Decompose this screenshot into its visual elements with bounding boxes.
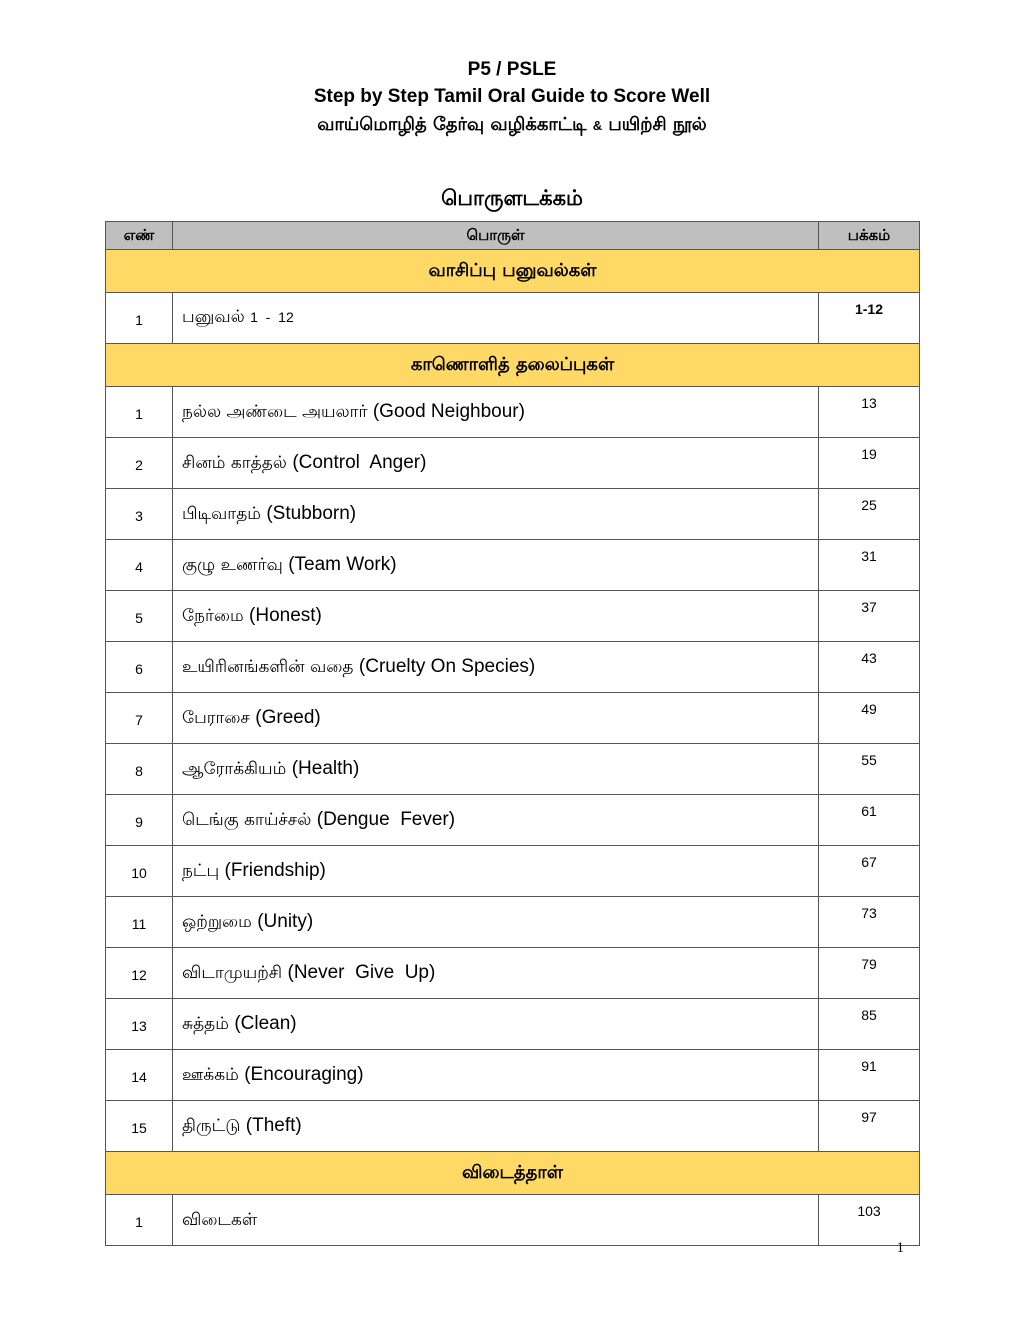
row-number: 5 bbox=[106, 591, 173, 642]
row-number: 1 bbox=[106, 293, 173, 344]
row-number: 4 bbox=[106, 540, 173, 591]
header-page: பக்கம் bbox=[819, 222, 920, 250]
topic-english: (Friendship) bbox=[224, 859, 326, 881]
row-topic bbox=[173, 846, 819, 897]
row-number: 13 bbox=[106, 999, 173, 1050]
topic-english: (Cruelty On Species) bbox=[358, 655, 536, 677]
row-page: 31 bbox=[819, 540, 920, 591]
table-row bbox=[106, 540, 920, 591]
row-topic bbox=[173, 795, 819, 846]
page-number: 1 bbox=[896, 1240, 904, 1256]
row-number: 12 bbox=[106, 948, 173, 999]
topic-tamil: நேர்மை bbox=[182, 605, 244, 626]
toc-heading: பொருளடக்கம் bbox=[441, 186, 583, 210]
row-topic bbox=[173, 489, 819, 540]
row-number: 7 bbox=[106, 693, 173, 744]
topic-english: (Stubborn) bbox=[266, 502, 357, 524]
row-number: 2 bbox=[106, 438, 173, 489]
row-number: 3 bbox=[106, 489, 173, 540]
topic-tamil: பேராசை bbox=[182, 707, 250, 728]
table-row bbox=[106, 948, 920, 999]
row-topic bbox=[173, 591, 819, 642]
table-row bbox=[106, 438, 920, 489]
topic-tamil: உயிரினங்களின் வதை bbox=[182, 656, 354, 677]
table-row bbox=[106, 642, 920, 693]
topic-tamil: ஒற்றுமை bbox=[182, 911, 252, 932]
table-header-row bbox=[106, 222, 920, 250]
topic-tamil: சுத்தம் bbox=[182, 1013, 229, 1034]
row-page: 13 bbox=[819, 387, 920, 438]
table-row bbox=[106, 1195, 920, 1246]
row-topic bbox=[173, 897, 819, 948]
row-topic bbox=[173, 1050, 819, 1101]
row-page: 103 bbox=[819, 1195, 920, 1246]
row-page: 1-12 bbox=[819, 293, 920, 344]
document-title: Step by Step Tamil Oral Guide to Score Well bbox=[313, 86, 711, 107]
header-num: எண் bbox=[106, 222, 173, 250]
row-page: 43 bbox=[819, 642, 920, 693]
table-row bbox=[106, 744, 920, 795]
row-page: 55 bbox=[819, 744, 920, 795]
row-page: 91 bbox=[819, 1050, 920, 1101]
row-page: 85 bbox=[819, 999, 920, 1050]
row-topic bbox=[173, 642, 819, 693]
header-topic: பொருள் bbox=[173, 222, 819, 250]
table-row bbox=[106, 846, 920, 897]
topic-tamil: சினம் காத்தல் bbox=[182, 452, 287, 473]
topic-tamil: நட்பு bbox=[182, 860, 220, 881]
row-topic bbox=[173, 1195, 819, 1246]
row-number: 1 bbox=[106, 1195, 173, 1246]
row-topic bbox=[173, 948, 819, 999]
table-row bbox=[106, 489, 920, 540]
table-row bbox=[106, 999, 920, 1050]
row-topic bbox=[173, 693, 819, 744]
section-title: விடைத்தாள் bbox=[106, 1152, 920, 1195]
topic-tamil: திருட்டு bbox=[182, 1115, 241, 1136]
row-topic bbox=[173, 438, 819, 489]
topic-english: (Theft) bbox=[245, 1114, 302, 1136]
row-topic bbox=[173, 744, 819, 795]
topic-tamil: விடைகள் bbox=[182, 1209, 258, 1230]
row-number: 9 bbox=[106, 795, 173, 846]
topic-english: (Team Work) bbox=[288, 553, 397, 575]
table-row bbox=[106, 591, 920, 642]
tamil-title-ampersand: & bbox=[592, 118, 603, 133]
row-number: 14 bbox=[106, 1050, 173, 1101]
row-page: 79 bbox=[819, 948, 920, 999]
tamil-title-part-a: வாய்மொழித் தேர்வு வழிக்காட்டி bbox=[317, 114, 587, 135]
topic-english: (Dengue Fever) bbox=[316, 808, 456, 830]
tamil-title-part-b: பயிற்சி நூல் bbox=[608, 114, 707, 135]
row-number: 1 bbox=[106, 387, 173, 438]
row-page: 97 bbox=[819, 1101, 920, 1152]
topic-english: (Clean) bbox=[234, 1012, 297, 1034]
topic-tamil: பிடிவாதம் bbox=[182, 503, 261, 524]
section-row bbox=[106, 250, 920, 293]
table-row bbox=[106, 1050, 920, 1101]
row-page: 49 bbox=[819, 693, 920, 744]
row-topic bbox=[173, 540, 819, 591]
topic-english: 1 - 12 bbox=[250, 309, 294, 325]
topic-english: (Never Give Up) bbox=[287, 961, 436, 983]
topic-english: (Health) bbox=[291, 757, 360, 779]
row-page: 73 bbox=[819, 897, 920, 948]
table-row bbox=[106, 795, 920, 846]
row-topic bbox=[173, 293, 819, 344]
table-row bbox=[106, 1101, 920, 1152]
row-topic bbox=[173, 999, 819, 1050]
row-number: 8 bbox=[106, 744, 173, 795]
table-row bbox=[106, 387, 920, 438]
toc-body bbox=[106, 250, 920, 1246]
topic-tamil: பனுவல் bbox=[182, 307, 245, 327]
topic-english: (Encouraging) bbox=[244, 1063, 364, 1085]
row-number: 11 bbox=[106, 897, 173, 948]
row-topic bbox=[173, 387, 819, 438]
topic-english: (Greed) bbox=[255, 706, 321, 728]
row-page: 67 bbox=[819, 846, 920, 897]
topic-english: (Good Neighbour) bbox=[372, 400, 525, 422]
topic-english: (Honest) bbox=[249, 604, 322, 626]
row-topic bbox=[173, 1101, 819, 1152]
topic-tamil: டெங்கு காய்ச்சல் bbox=[182, 809, 312, 830]
topic-english: (Unity) bbox=[257, 910, 314, 932]
section-title: வாசிப்பு பனுவல்கள் bbox=[106, 250, 920, 293]
row-page: 61 bbox=[819, 795, 920, 846]
row-number: 15 bbox=[106, 1101, 173, 1152]
row-page: 25 bbox=[819, 489, 920, 540]
table-row bbox=[106, 293, 920, 344]
row-page: 37 bbox=[819, 591, 920, 642]
document-tamil-title bbox=[0, 114, 1024, 137]
topic-tamil: ஆரோக்கியம் bbox=[182, 758, 287, 779]
topic-english: (Control Anger) bbox=[292, 451, 427, 473]
table-row bbox=[106, 693, 920, 744]
row-number: 6 bbox=[106, 642, 173, 693]
section-row bbox=[106, 344, 920, 387]
table-row bbox=[106, 897, 920, 948]
document-subtitle: P5 / PSLE bbox=[467, 59, 557, 80]
toc-table bbox=[105, 221, 920, 1246]
topic-tamil: குழு உணர்வு bbox=[182, 554, 283, 575]
section-title: காணொளித் தலைப்புகள் bbox=[106, 344, 920, 387]
section-row bbox=[106, 1152, 920, 1195]
topic-tamil: நல்ல அண்டை அயலார் bbox=[182, 401, 368, 422]
topic-tamil: ஊக்கம் bbox=[182, 1064, 239, 1085]
row-number: 10 bbox=[106, 846, 173, 897]
row-page: 19 bbox=[819, 438, 920, 489]
topic-tamil: விடாமுயற்சி bbox=[182, 962, 283, 983]
